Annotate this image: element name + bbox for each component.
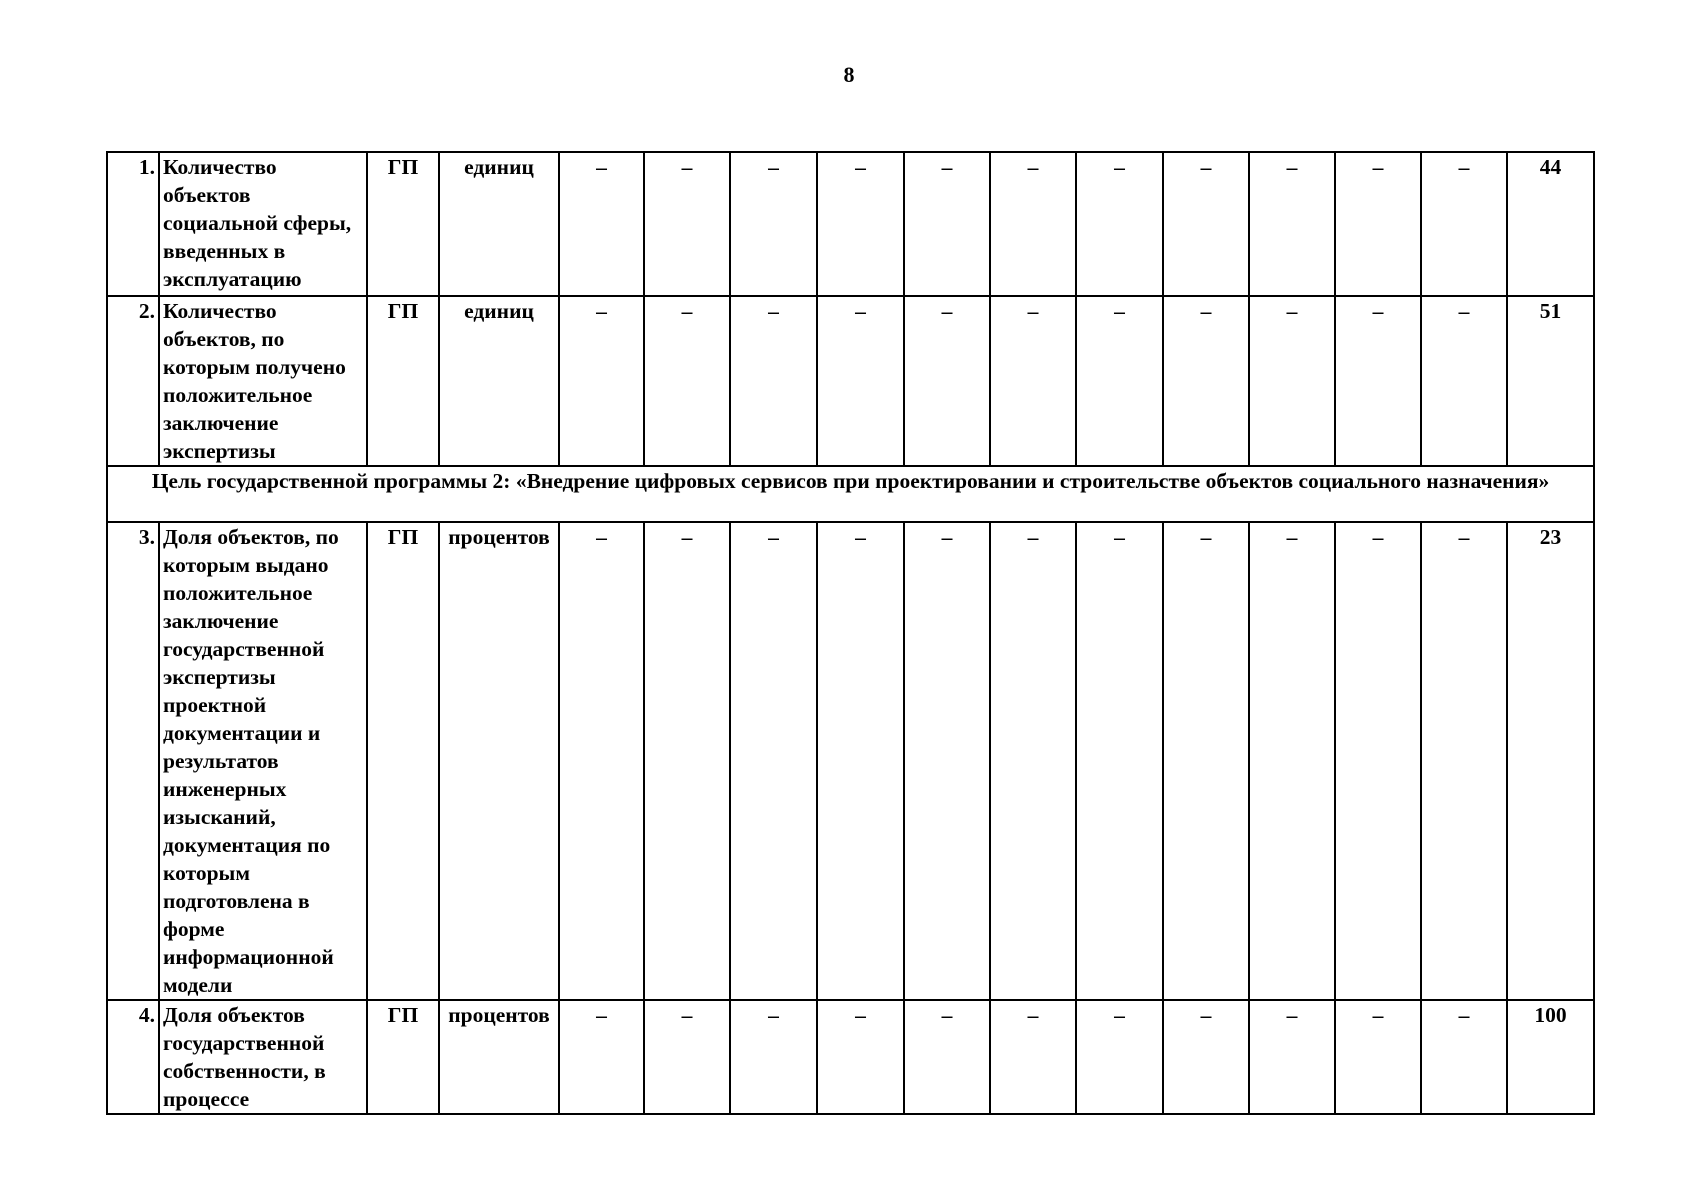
value-cell: – — [1163, 1000, 1249, 1114]
value-cell: – — [644, 522, 730, 1000]
table-row — [107, 522, 1594, 1000]
unit-of-measure: процентов — [439, 1000, 559, 1114]
row-number: 4. — [107, 1000, 159, 1114]
indicator-name: Количество объектов, по которым получено положительное заключение экспертизы — [159, 296, 367, 466]
value-cell: – — [559, 1000, 644, 1114]
value-cell: – — [990, 152, 1076, 296]
value-cell: – — [817, 296, 904, 466]
indicator-name: Доля объектов государственной собственности, в процессе — [159, 1000, 367, 1114]
value-cell: – — [1421, 152, 1507, 296]
value-cell: – — [1335, 152, 1421, 296]
value-cell: – — [644, 152, 730, 296]
goal-row — [107, 466, 1594, 522]
value-cell: – — [1076, 296, 1163, 466]
value-cell: – — [559, 522, 644, 1000]
indicators-table — [106, 151, 1595, 1115]
final-value: 44 — [1507, 152, 1594, 296]
value-cell: – — [904, 152, 990, 296]
value-cell: – — [644, 296, 730, 466]
value-cell: – — [730, 522, 817, 1000]
value-cell: – — [1335, 296, 1421, 466]
value-cell: – — [1249, 522, 1335, 1000]
unit-of-measure: единиц — [439, 152, 559, 296]
value-cell: – — [559, 296, 644, 466]
value-cell: – — [817, 1000, 904, 1114]
value-cell: – — [1163, 522, 1249, 1000]
value-cell: – — [1163, 152, 1249, 296]
final-value: 100 — [1507, 1000, 1594, 1114]
value-cell: – — [1076, 1000, 1163, 1114]
row-number: 1. — [107, 152, 159, 296]
unit-of-measure: единиц — [439, 296, 559, 466]
value-cell: – — [559, 152, 644, 296]
indicator-level: ГП — [367, 152, 439, 296]
value-cell: – — [1076, 152, 1163, 296]
indicator-name: Доля объектов, по которым выдано положительное заключение государственной экспертизы проектной документации и результатов инженерных изысканий, документация по которым подготовлена в форме информационной модели — [159, 522, 367, 1000]
table-row — [107, 1000, 1594, 1114]
indicator-name: Количество объектов социальной сферы, введенных в эксплуатацию — [159, 152, 367, 296]
table-row — [107, 152, 1594, 296]
value-cell: – — [904, 1000, 990, 1114]
row-number: 2. — [107, 296, 159, 466]
value-cell: – — [904, 296, 990, 466]
value-cell: – — [644, 1000, 730, 1114]
value-cell: – — [990, 296, 1076, 466]
value-cell: – — [904, 522, 990, 1000]
unit-of-measure: процентов — [439, 522, 559, 1000]
value-cell: – — [990, 522, 1076, 1000]
indicator-level: ГП — [367, 1000, 439, 1114]
value-cell: – — [1076, 522, 1163, 1000]
value-cell: – — [1421, 522, 1507, 1000]
value-cell: – — [1249, 152, 1335, 296]
value-cell: – — [1163, 296, 1249, 466]
value-cell: – — [730, 152, 817, 296]
value-cell: – — [1421, 296, 1507, 466]
indicator-level: ГП — [367, 522, 439, 1000]
final-value: 23 — [1507, 522, 1594, 1000]
value-cell: – — [1335, 522, 1421, 1000]
indicator-level: ГП — [367, 296, 439, 466]
value-cell: – — [1335, 1000, 1421, 1114]
value-cell: – — [1421, 1000, 1507, 1114]
page-number: 8 — [843, 62, 855, 87]
row-number: 3. — [107, 522, 159, 1000]
value-cell: – — [730, 296, 817, 466]
program-goal-heading: Цель государственной программы 2: «Внедрение цифровых сервисов при проектировании и строительстве объектов социального назначения» — [107, 466, 1594, 522]
final-value: 51 — [1507, 296, 1594, 466]
value-cell: – — [817, 522, 904, 1000]
value-cell: – — [817, 152, 904, 296]
value-cell: – — [730, 1000, 817, 1114]
value-cell: – — [1249, 1000, 1335, 1114]
value-cell: – — [1249, 296, 1335, 466]
table-row — [107, 296, 1594, 466]
value-cell: – — [990, 1000, 1076, 1114]
